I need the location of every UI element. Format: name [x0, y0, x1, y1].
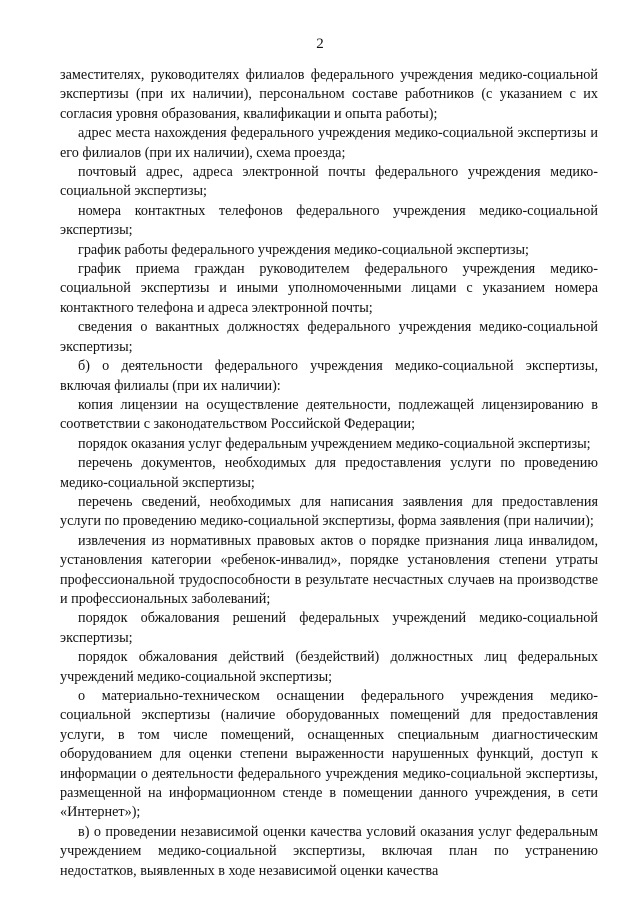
paragraph: почтовый адрес, адреса электронной почты федерального учреждения медико-социальной экспертизы; — [60, 164, 598, 200]
paragraph: извлечения из нормативных правовых актов о порядке признания лица инвалидом, установления категории «ребенок-инвалид», порядке установления степени утраты профессиональной трудоспособности в результате несчастных случаев на производстве и профессиональных заболеваний; — [60, 532, 598, 607]
paragraph: график работы федерального учреждения медико-социальной экспертизы; — [78, 241, 529, 258]
paragraph: порядок оказания услуг федеральным учреждением медико-социальной экспертизы; — [78, 435, 591, 452]
paragraph: номера контактных телефонов федерального учреждения медико-социальной экспертизы; — [60, 202, 598, 239]
paragraph: график приема граждан руководителем федерального учреждения медико-социальной экспертизы и иными уполномоченными лицами с указанием номера контактного телефона и адреса электронной почты; — [60, 261, 598, 316]
paragraph: адрес места нахождения федерального учреждения медико-социальной экспертизы и его филиалов (при их наличии), схема проезда; — [60, 125, 598, 161]
paragraph: сведения о вакантных должностях федерального учреждения медико-социальной экспертизы; — [60, 319, 598, 355]
page-number: 2 — [316, 36, 324, 52]
document-body — [60, 66, 598, 881]
paragraph: перечень сведений, необходимых для написания заявления для предоставления услуги по проведению медико-социальной экспертизы, форма заявления (при наличии); — [60, 493, 598, 530]
paragraph: копия лицензии на осуществление деятельности, подлежащей лицензированию в соответствии с законодательством Российской Федерации; — [60, 396, 598, 433]
paragraph: б) о деятельности федерального учреждения медико-социальной экспертизы, включая филиалы (при их наличии): — [60, 358, 598, 394]
paragraph: заместителях, руководителях филиалов федерального учреждения медико-социальной экспертизы (при их наличии), персональном составе работников (с указанием с их согласия уровня образования, квалификации и опыта работы); — [60, 67, 598, 122]
paragraph: о материально-техническом оснащении федерального учреждения медико-социальной экспертизы (наличие оборудованных помещений для предоставления услуги, в том числе помещений, оснащенных специальным диагностическим оборудованием для оценки степени выраженности нарушенных функций, доступ к информации о деятельности федерального учреждения медико-социальной экспертизы, размещенной на информационном стенде в помещении данного учреждения, в сети «Интернет»); — [60, 688, 598, 821]
paragraph: порядок обжалования решений федеральных учреждений медико-социальной экспертизы; — [60, 610, 598, 646]
paragraph: перечень документов, необходимых для предоставления услуги по проведению медико-социальной экспертизы; — [60, 455, 598, 491]
paragraph: порядок обжалования действий (бездействий) должностных лиц федеральных учреждений медико-социальной экспертизы; — [60, 649, 598, 685]
paragraph: в) о проведении независимой оценки качества условий оказания услуг федеральным учреждением медико-социальной экспертизы, включая план по устранению недостатков, выявленных в ходе независимой оценки качества — [60, 823, 598, 879]
